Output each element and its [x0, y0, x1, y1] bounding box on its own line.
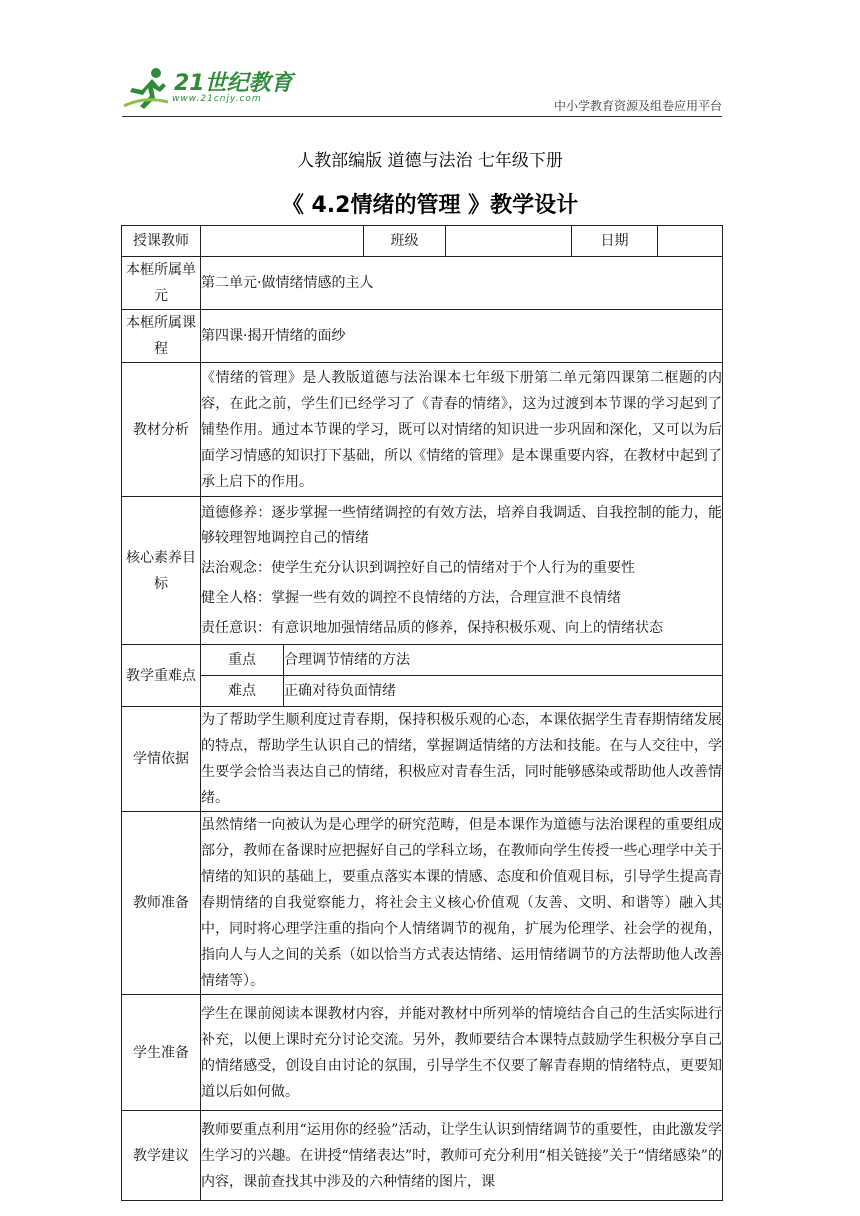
basis-label: 学情依据: [122, 707, 201, 812]
document-subtitle: 人教部编版 道德与法治 七年级下册: [297, 151, 563, 171]
goal-responsibility: 责任意识：有意识地加强情绪品质的修养，保持积极乐观、向上的情绪状态: [201, 619, 663, 636]
teacher-prep-text: 虽然情绪一向被认为是心理学的研究范畴，但是本课作为道德与法治课程的重要组成部分，教师在备课时应把握好自己的学科立场，在教师向学生传授一些心理学中关于情绪的知识的基础上，要重点落实本课的情感、态度和价值观目标，引导学生提高青春期情绪的自我觉察能力，将社会主义核心价值观（友善、文明、和谐等）融入其中，同时将心理学注重的指向个人情绪调节的视角，扩展为伦理学、社会学的视角，指向人与人之间的关系（如以恰当方式表达情绪、运用情绪调节的方法帮助他人改善情绪等）。: [201, 812, 723, 995]
analysis-text: 《情绪的管理》是人教版道德与法治课本七年级下册第二单元第四课第二框题的内容，在此之前，学生们已经学习了《青春的情绪》，这为过渡到本节课的学习起到了铺垫作用。通过本节课的学习，既可以对情绪的知识进一步巩固和深化，又可以为后面学习情感的知识打下基础，所以《情绪的管理》是本课重要内容，在教材中起到了承上启下的作用。: [201, 363, 723, 497]
suggestion-label: 教学建议: [122, 1111, 201, 1201]
table-row: [122, 812, 723, 995]
class-value: [446, 226, 572, 257]
site-logo: [122, 66, 312, 118]
teacher-label: 授课教师: [122, 226, 201, 257]
basis-text: 为了帮助学生顺利度过青春期，保持积极乐观的心态，本课依据学生青春期情绪发展的特点，帮助学生认识自己的情绪，掌握调适情绪的方法和技能。在与人交往中，学生要学会恰当表达自己的情绪，积极应对青春生活，同时能够感染或帮助他人改善情绪。: [201, 707, 723, 812]
table-row: [122, 226, 723, 257]
date-label: 日期: [572, 226, 658, 257]
runner-icon: [122, 66, 172, 112]
table-row: [122, 707, 723, 812]
suggestion-text: 教师要重点利用“运用你的经验”活动，让学生认识到情绪调节的重要性，由此激发学生学习的兴趣。在讲授“情绪表达”时，教师可充分利用“相关链接”关于“情绪感染”的内容，课前查找其中涉及的六种情绪的图片，课: [201, 1111, 723, 1201]
table-row: [122, 310, 723, 363]
student-prep-text: 学生在课前阅读本课教材内容，并能对教材中所列举的情境结合自己的生活实际进行补充，以便上课时充分讨论交流。另外，教师要结合本课特点鼓励学生积极分享自己的情绪感受，创设自由讨论的氛围，引导学生不仅要了解青春期的情绪特点，更要知道以后如何做。: [201, 995, 723, 1111]
hard-value: 正确对待负面情绪: [284, 676, 723, 707]
goal-moral: 道德修养：逐步掌握一些情绪调控的有效方法，培养自我调适、自我控制的能力，能够较理智地调控自己的情绪: [201, 504, 722, 546]
analysis-label: 教材分析: [122, 363, 201, 497]
table-row: [122, 363, 723, 497]
table-row: [122, 1111, 723, 1201]
table-row: [122, 645, 723, 676]
table-row: [122, 497, 723, 645]
platform-name: 中小学教育资源及组卷应用平台: [553, 99, 722, 113]
key-value: 合理调节情绪的方法: [284, 645, 723, 676]
student-prep-label: 学生准备: [122, 995, 201, 1111]
goal-law: 法治观念：使学生充分认识到调控好自己的情绪对于个人行为的重要性: [201, 559, 635, 576]
key-label: 重点: [201, 645, 284, 676]
table-row: [122, 257, 723, 310]
class-label: 班级: [364, 226, 446, 257]
key-points-label: 教学重难点: [122, 645, 201, 707]
teacher-prep-label: 教师准备: [122, 812, 201, 995]
logo-text: 21世纪教育: [174, 71, 293, 96]
literacy-label: 核心素养目标: [122, 497, 201, 645]
unit-label: 本框所属单元: [122, 257, 201, 310]
teacher-value: [201, 226, 364, 257]
table-row: [122, 995, 723, 1111]
table-row: [122, 676, 723, 707]
lesson-plan-table: [121, 225, 723, 1201]
document-title: 《 4.2情绪的管理 》教学设计: [281, 193, 579, 218]
date-value: [658, 226, 723, 257]
logo-url: www.21cnjy.com: [172, 94, 262, 104]
course-label: 本框所属课程: [122, 310, 201, 363]
page-header: [0, 0, 860, 120]
hard-label: 难点: [201, 676, 284, 707]
unit-value: 第二单元·做情绪情感的主人: [201, 257, 723, 310]
header-divider: [122, 116, 722, 117]
goal-personality: 健全人格：掌握一些有效的调控不良情绪的方法，合理宣泄不良情绪: [201, 589, 621, 606]
course-value: 第四课·揭开情绪的面纱: [201, 310, 723, 363]
literacy-goals: [201, 497, 723, 645]
